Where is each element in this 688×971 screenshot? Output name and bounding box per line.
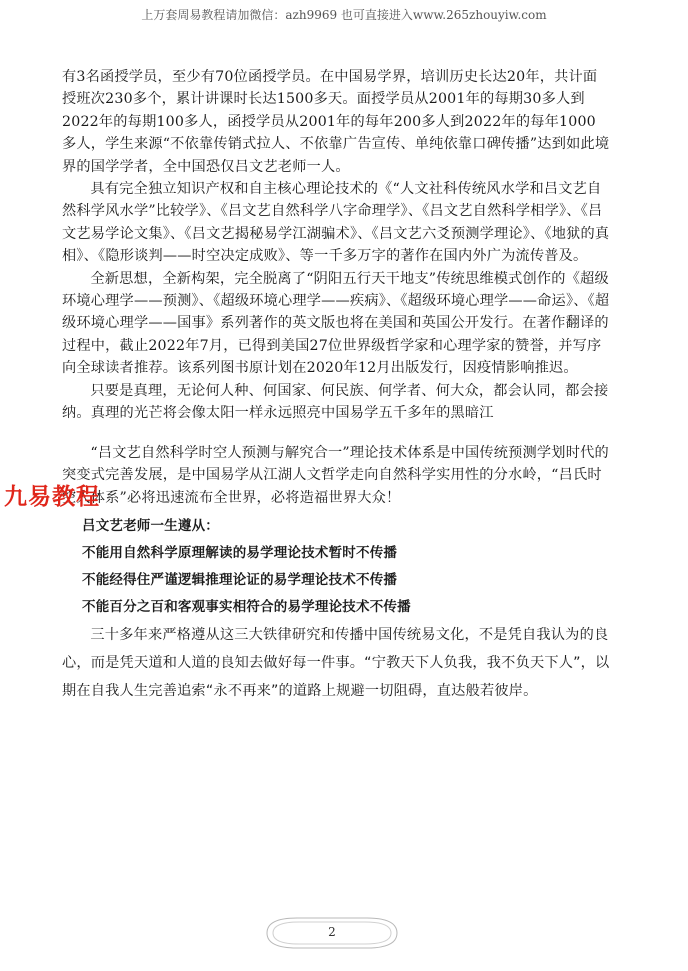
header-banner: 上万套周易教程请加微信：azh9969 也可直接进入www.265zhouyiw.com: [141, 8, 547, 22]
rule-item: 不能用自然科学原理解读的易学理论技术暂时不传播: [82, 544, 398, 561]
paragraph-system: “吕文艺自然科学时空人预测与解究合一”理论技术体系是中国传统预测学划时代的突变式完善发展，是中国易学从江湖人文哲学走向自然科学实用性的分水岭，“吕氏时空人体系”必将迅速流布全世界，必将造福世界大众！: [62, 444, 609, 506]
watermark-logo: 九易教程: [4, 484, 100, 510]
paragraph-new-framework: 全新思想，全新构架，完全脱离了“阴阳五行天干地支”传统思维模式创作的《超级环境心理学——预测》、《超级环境心理学——疾病》、《超级环境心理学——命运》、《超级环境心理学——国事》系列著作的英文版也将在美国和英国公开发行。在著作翻译的过程中，截止2022年7月，已得到美国27位世界级哲学家和心理学家的赞誉，并写序向全球读者推荐。该系列图书原计划在2020年12月出版发行，因疫情影响推迟。: [62, 270, 610, 377]
rule-item: 不能百分之百和客观事实相符合的易学理论技术不传播: [82, 598, 411, 615]
page-number-badge: [263, 914, 401, 952]
rules-block: [62, 513, 610, 621]
rule-item: 不能经得住严谨逻辑推理论证的易学理论技术不传播: [82, 571, 398, 588]
paragraph-works: 具有完全独立知识产权和自主核心理论技术的《“人文社科传统风水学和吕文艺自然科学风水学”比较学》、《吕文艺自然科学八字命理学》、《吕文艺自然科学相学》、《吕文艺易学论文集》、《吕文艺揭秘易学江湖骗术》、《吕文艺六爻预测学理论》、《地狱的真相》、《隐形谈判——时空决定成败》、等一千多万字的著作在国内外广为流传普及。: [62, 181, 610, 265]
paragraph-teaching-history: 有3名函授学员，至少有70位函授学员。在中国易学界，培训历史长达20年，共计面授班次230多个，累计讲课时长达1500多天。面授学员从2001年的每期30多人到2022年的每期100多人，函授学员从2001年的每年200多人到2022年的每年1000多人，学生来源“不依靠传销式拉人、不依靠广告宣传、单纯依靠口碑传播”达到如此境界的国学学者，全中国恐仅吕文艺老师一人。: [62, 69, 610, 175]
page-body: [62, 66, 610, 705]
page-number: 2: [328, 925, 336, 939]
paragraph-closing: 三十多年来严格遵从这三大铁律研究和传播中国传统易文化，不是凭自我认为的良心，而是凭天道和人道的良知去做好每一件事。“宁教天下人负我，我不负天下人”，以期在自我人生完善追索“永不再来”的道路上规避一切阻碍，直达般若彼岸。: [62, 626, 610, 699]
rules-heading: 吕文艺老师一生遵从：: [82, 517, 219, 534]
paragraph-truth: 只要是真理，无论何人种、何国家、何民族、何学者、何大众，都会认同，都会接纳。真理的光芒将会像太阳一样永远照亮中国易学五千多年的黑暗江: [62, 382, 609, 422]
